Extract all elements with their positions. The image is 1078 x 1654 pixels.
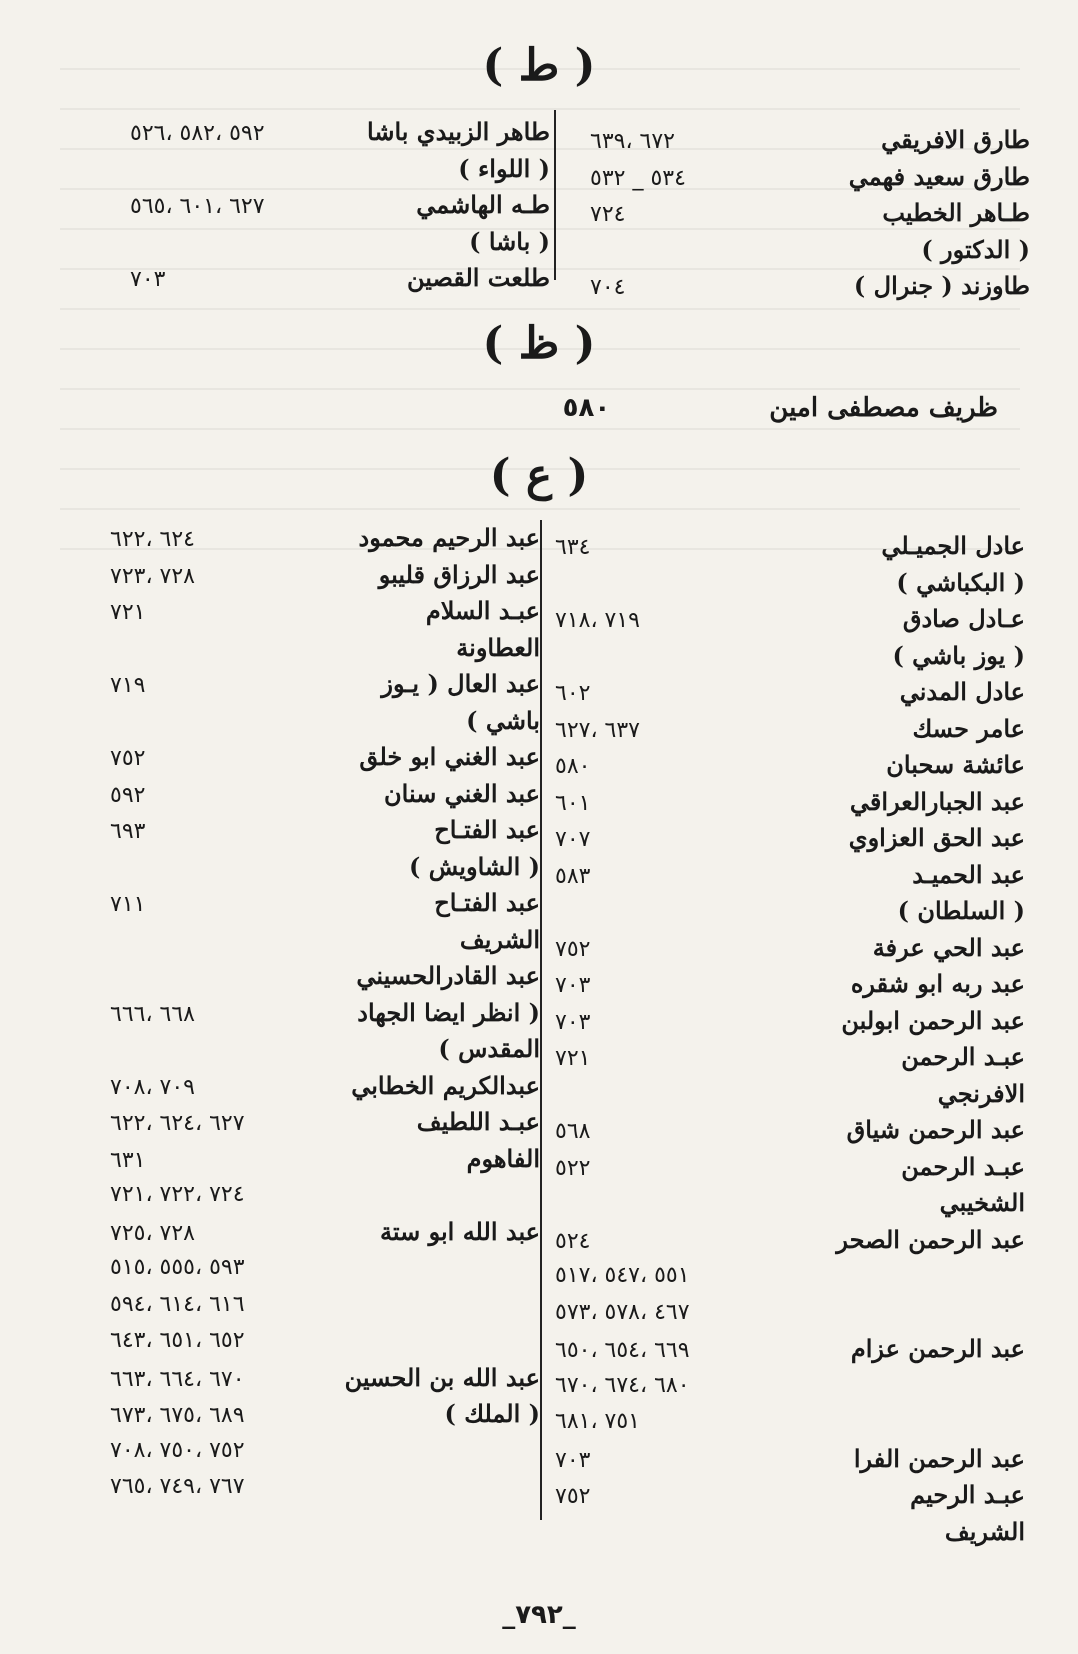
- entry-name: ( الدكتور ): [921, 234, 1030, 264]
- entry-name: طـاهر الخطيب: [882, 198, 1030, 227]
- za-entry-pages: ٥٨٠: [562, 393, 611, 423]
- entry-pages: ٧٥٢ ،٧٥٠ ،٧٠٨: [110, 1437, 245, 1463]
- index-entry: [590, 268, 1030, 305]
- entry-pages: ٥٦٨: [555, 1119, 591, 1144]
- entry-name: ( الشاويش ): [409, 851, 540, 881]
- entry-pages: ٦٧٢ ،٦٣٩: [590, 129, 675, 154]
- index-entry: [110, 1177, 540, 1214]
- index-entry: [110, 520, 540, 557]
- index-entry: [555, 674, 1025, 711]
- index-entry: [110, 557, 540, 594]
- index-entry: [110, 1323, 540, 1360]
- entry-pages: ٧٠٣: [130, 267, 166, 292]
- index-entry: [130, 151, 550, 188]
- entry-pages: ٧٠٣: [555, 1009, 591, 1035]
- entry-name: عبد الغني ابو خلق: [359, 742, 540, 771]
- index-entry: [110, 739, 540, 776]
- entry-name: عبد الجبارالعراقي: [849, 786, 1025, 816]
- entry-name: ( انظر ايضا الجهاد: [357, 997, 540, 1027]
- ain-right-column: [555, 528, 1025, 1550]
- entry-name: ( باشا ): [469, 226, 550, 256]
- entry-pages: ٥٨٣: [555, 863, 591, 889]
- za-entry: [563, 393, 998, 423]
- column-divider-ta: [554, 110, 556, 280]
- index-entry: [555, 966, 1025, 1003]
- entry-pages: ٧٥٢: [110, 746, 146, 771]
- index-entry: [555, 784, 1025, 821]
- entry-name: عبد الحي عرفة: [872, 932, 1025, 962]
- index-entry: [110, 958, 540, 995]
- entry-pages: ٧٠٣: [555, 973, 591, 998]
- entry-name: عـادل صادق: [902, 604, 1025, 633]
- entry-name: عبد الغني سنان: [384, 778, 540, 808]
- index-entry: [130, 187, 550, 224]
- entry-name: عبد ربه ابو شقره: [850, 969, 1025, 998]
- entry-pages: ٧١٩ ،٧١٨: [555, 608, 640, 633]
- index-entry: [110, 1068, 540, 1105]
- index-entry: [110, 1031, 540, 1068]
- entry-name: عبد العال ( يـوز: [381, 669, 540, 698]
- entry-name: الشخيبي: [939, 1188, 1025, 1217]
- index-entry: [555, 1514, 1025, 1551]
- entry-name: ( يوز باشي ): [892, 640, 1025, 670]
- entry-name: عبـد السلام: [425, 596, 540, 625]
- entry-pages: ٥٢٤: [555, 1228, 591, 1254]
- index-entry: [590, 195, 1030, 232]
- entry-name: طاوزند ( جنرال ): [853, 271, 1030, 300]
- entry-name: عبد القادرالحسيني: [356, 961, 540, 990]
- ta-left-column: [130, 114, 550, 297]
- entry-pages: ٧٦٧ ،٧٤٩ ،٧٦٥: [110, 1474, 245, 1499]
- entry-pages: ٦٨٠ ،٦٧٤ ،٦٧٠: [555, 1372, 690, 1398]
- entry-name: عامر حسك: [912, 713, 1025, 743]
- index-entry: [110, 1469, 540, 1506]
- index-entry: [555, 1112, 1025, 1149]
- index-entry: [555, 1441, 1025, 1478]
- entry-pages: ٦٢٧ ،٦٠١ ،٥٦٥: [130, 194, 265, 219]
- entry-pages: ٥٩٢ ،٥٨٢ ،٥٢٦: [130, 121, 265, 146]
- entry-name: الشريف: [944, 1516, 1025, 1546]
- entry-pages: ٦٧٠ ،٦٦٤ ،٦٦٣: [110, 1366, 245, 1392]
- index-entry: [555, 857, 1025, 894]
- entry-pages: ٧١١: [110, 892, 146, 917]
- index-entry: [555, 1039, 1025, 1076]
- entry-name: عبد الرحمن شياق: [846, 1115, 1025, 1144]
- entry-name: عبد الرحمن الصحر: [836, 1224, 1025, 1254]
- index-entry: [110, 703, 540, 740]
- entry-pages: ٥٩٢: [110, 782, 146, 808]
- page-number: _٧٩٢_: [502, 1600, 576, 1630]
- entry-name: عبد الرحمن ابولبن: [841, 1005, 1025, 1035]
- entry-name: طلعت القصين: [407, 263, 550, 292]
- index-entry: [555, 638, 1025, 675]
- index-entry: [555, 601, 1025, 638]
- index-entry: [110, 995, 540, 1032]
- entry-pages: ٧٥٢: [555, 936, 591, 962]
- index-entry: [110, 776, 540, 813]
- entry-name: عبد الفتـاح: [434, 815, 540, 844]
- entry-name: عبد الرحمن عزام: [850, 1334, 1025, 1363]
- entry-pages: ٦٢٧ ،٦٢٤ ،٦٢٢: [110, 1111, 245, 1136]
- entry-pages: ٦٣١: [110, 1147, 146, 1173]
- index-entry: [555, 1295, 1025, 1332]
- ain-left-column: [110, 520, 540, 1506]
- index-entry: [110, 922, 540, 959]
- entry-pages: ٦٨٩ ،٦٧٥ ،٦٧٣: [110, 1403, 245, 1428]
- entry-pages: ٦٢٤ ،٦٢٢: [110, 527, 195, 552]
- index-entry: [555, 528, 1025, 565]
- entry-name: عبد الرحمن الفرا: [853, 1443, 1025, 1473]
- entry-pages: ٧٠٤: [590, 275, 626, 300]
- index-entry: [110, 1287, 540, 1324]
- entry-pages: ٦٠١: [555, 790, 591, 816]
- index-entry: [555, 1404, 1025, 1441]
- entry-pages: ٥٣٤ _ ٥٣٢: [590, 165, 686, 191]
- entry-name: عبـد الرحمن: [901, 1151, 1025, 1181]
- entry-pages: ٧٢١: [555, 1046, 591, 1071]
- entry-pages: ٦٣٤: [555, 535, 591, 560]
- index-entry: [555, 565, 1025, 602]
- entry-pages: ٧٢٤: [590, 202, 626, 227]
- entry-name: الفاهوم: [466, 1143, 540, 1173]
- index-entry: [110, 1250, 540, 1287]
- entry-name: عبـد الرحمن: [901, 1042, 1025, 1071]
- entry-name: الشريف: [459, 924, 540, 954]
- entry-name: عائشة سحبان: [886, 750, 1025, 779]
- index-entry: [130, 224, 550, 261]
- index-entry: [555, 1477, 1025, 1514]
- index-entry: [110, 593, 540, 630]
- index-entry: [110, 1360, 540, 1397]
- entry-pages: ٥٩٣ ،٥٥٥ ،٥١٥: [110, 1255, 245, 1280]
- index-entry: [555, 1222, 1025, 1259]
- entry-pages: ٧٢٤ ،٧٢٢ ،٧٢١: [110, 1182, 245, 1207]
- entry-name: عبـد الرحيم: [910, 1480, 1025, 1509]
- index-entry: [110, 1433, 540, 1470]
- entry-pages: ٧٢٨ ،٧٢٣: [110, 563, 195, 589]
- entry-pages: ٧٢٨ ،٧٢٥: [110, 1220, 195, 1246]
- index-entry: [130, 114, 550, 151]
- entry-name: عادل المدني: [899, 677, 1025, 706]
- section-heading-za: ( ظ ): [482, 318, 596, 369]
- entry-name: طارق سعيد فهمي: [848, 161, 1030, 191]
- index-entry: [110, 1214, 540, 1251]
- entry-name: عبد الله بن الحسين: [344, 1362, 540, 1392]
- index-entry: [110, 1141, 540, 1178]
- entry-name: العطاونة: [456, 632, 540, 662]
- index-entry: [110, 849, 540, 886]
- ta-right-column: [590, 122, 1030, 305]
- entry-name: طـه الهاشمي: [416, 190, 550, 219]
- entry-name: طاهر الزبيدي باشا: [367, 117, 550, 146]
- entry-pages: ٦٠٢: [555, 681, 591, 706]
- entry-name: ( السلطان ): [897, 896, 1025, 925]
- entry-pages: ٦٥٢ ،٦٥١ ،٦٤٣: [110, 1328, 245, 1353]
- index-entry: [110, 1104, 540, 1141]
- index-entry: [590, 122, 1030, 159]
- entry-pages: ٧٢١: [110, 600, 146, 625]
- entry-pages: ٥٨٠: [555, 754, 591, 779]
- entry-name: ( البكباشي ): [896, 567, 1025, 597]
- entry-pages: ٧٥١ ،٦٨١: [555, 1409, 640, 1434]
- index-entry: [110, 812, 540, 849]
- index-entry: [110, 885, 540, 922]
- entry-pages: ٧٠٣: [555, 1447, 591, 1473]
- index-entry: [555, 1003, 1025, 1040]
- section-heading-ain: ( ع ): [489, 450, 589, 501]
- entry-name: عبدالكريم الخطابي: [351, 1070, 540, 1100]
- entry-name: عبد الرزاق قليبو: [378, 559, 540, 589]
- index-entry: [555, 820, 1025, 857]
- entry-pages: ٧٥٢: [555, 1484, 591, 1509]
- index-entry: [590, 232, 1030, 269]
- index-entry: [555, 1149, 1025, 1186]
- index-entry: [555, 930, 1025, 967]
- entry-name: طارق الافريقي: [881, 125, 1030, 154]
- index-entry: [110, 1396, 540, 1433]
- index-entry: [555, 893, 1025, 930]
- entry-name: عبد الرحيم محمود: [358, 523, 540, 552]
- entry-name: عادل الجميـلي: [881, 531, 1025, 560]
- entry-pages: ٤٦٧ ،٥٧٨ ،٥٧٣: [555, 1299, 690, 1325]
- entry-pages: ٥٥١ ،٥٤٧ ،٥١٧: [555, 1263, 690, 1288]
- entry-pages: ٦٦٨ ،٦٦٦: [110, 1001, 195, 1027]
- entry-name: باشي ): [466, 705, 540, 735]
- entry-name: عبد الله ابو ستة: [380, 1216, 540, 1246]
- index-entry: [130, 260, 550, 297]
- index-entry: [555, 747, 1025, 784]
- entry-name: عبد الحميـد: [912, 859, 1025, 889]
- index-entry: [555, 1368, 1025, 1405]
- entry-pages: ٧٠٩ ،٧٠٨: [110, 1074, 195, 1100]
- za-entry-name: ظريف مصطفى امين: [769, 393, 998, 423]
- column-divider-ain: [540, 520, 542, 1520]
- index-entry: [590, 159, 1030, 196]
- index-entry: [555, 1331, 1025, 1368]
- entry-pages: ٦٣٧ ،٦٢٧: [555, 717, 640, 743]
- entry-pages: ٥٢٢: [555, 1155, 591, 1181]
- index-entry: [555, 711, 1025, 748]
- index-entry: [555, 1258, 1025, 1295]
- entry-name: عبـد اللطيف: [416, 1107, 540, 1136]
- entry-name: المقدس ): [438, 1034, 540, 1063]
- section-heading-ta: ( ط ): [482, 40, 596, 91]
- entry-pages: ٦١٦ ،٦١٤ ،٥٩٤: [110, 1291, 245, 1317]
- entry-pages: ٦٩٣: [110, 819, 146, 844]
- entry-pages: ٧١٩: [110, 673, 146, 698]
- index-entry: [110, 666, 540, 703]
- entry-name: ( اللواء ): [458, 153, 550, 183]
- entry-name: الافرنجي: [937, 1078, 1025, 1108]
- index-entry: [555, 1076, 1025, 1113]
- entry-name: ( الملك ): [444, 1399, 540, 1428]
- entry-pages: ٦٦٩ ،٦٥٤ ،٦٥٠: [555, 1338, 690, 1363]
- index-entry: [110, 630, 540, 667]
- entry-name: عبد الحق العزاوي: [848, 823, 1025, 852]
- entry-name: عبد الفتـاح: [434, 888, 540, 917]
- entry-pages: ٧٠٧: [555, 827, 591, 852]
- index-entry: [555, 1185, 1025, 1222]
